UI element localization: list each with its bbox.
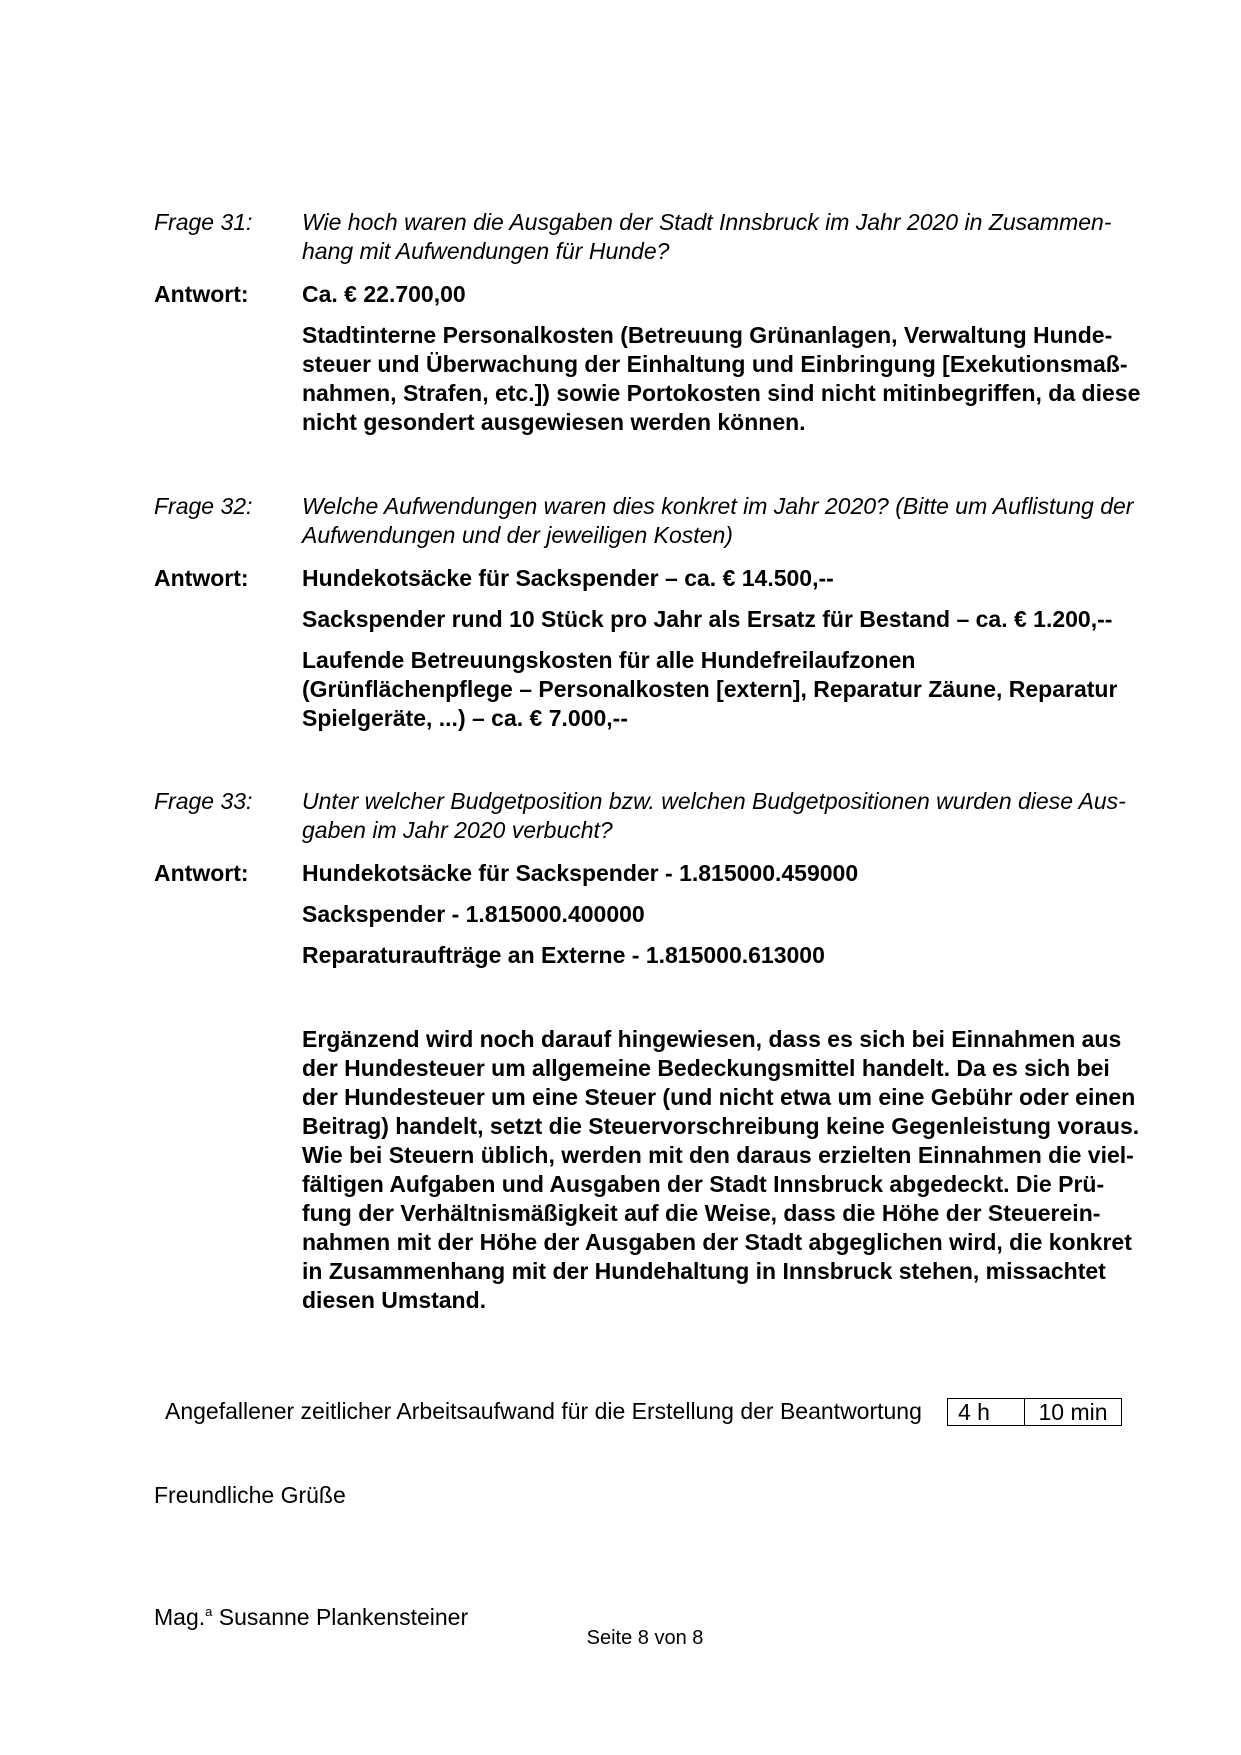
supplementary-note: Ergänzend wird noch darauf hingewiesen, dass es sich bei Einnahmen aus der Hundesteuer um allgemeine Bedeckungsmittel handelt. Da es sich bei der Hundesteuer um eine Steuer (und nicht etwa um eine Gebühr oder einen Beitrag) handelt, setzt die Steuervorschreibung keine Gegenleistung voraus. Wie bei Steuern üblich, werden mit den daraus erzielten Einnahmen die viel-fältigen Aufgaben und Ausgaben der Stadt Innsbruck abgedeckt. Die Prü-fung der Verhältnismäßigkeit auf die Weise, dass die Höhe der Steuerein-nahmen mit der Höhe der Ausgaben der Stadt abgeglichen wird, die konkret in Zusammenhang mit der Hundehaltung in Innsbruck stehen, missachtet diesen Umstand. (302, 1026, 1140, 1313)
effort-minutes: 10 min (1038, 1399, 1108, 1425)
answer-text: Sackspender rund 10 Stück pro Jahr als Ersatz für Bestand – ca. € 1.200,-- (302, 606, 1113, 632)
page-indicator: Seite 8 von 8 (586, 1627, 704, 1649)
question-text: Wie hoch waren die Ausgaben der Stadt Innsbruck im Jahr 2020 in Zusammen-hang mit Aufwendungen für Hunde? (302, 209, 1112, 264)
answer-label: Antwort: (154, 565, 249, 591)
answer-text: Stadtinterne Personalkosten (Betreuung Grünanlagen, Verwaltung Hunde-steuer und Überwachung der Einhaltung und Einbringung [Exekutionsmaß-nahmen, Strafen, etc.]) sowie Portokosten sind nicht mitinbegriffen, da diese nicht gesondert ausgewiesen werden können. (302, 322, 1141, 435)
effort-hours: 4 h (948, 1399, 1025, 1425)
greeting: Freundliche Grüße (154, 1482, 346, 1508)
question-label: Frage 31: (154, 209, 253, 235)
answer-text: Laufende Betreuungskosten für alle Hundefreilaufzonen (Grünflächenpflege – Personalkosten [extern], Reparatur Zäune, Reparatur Spielgeräte, ...) – ca. € 7.000,-- (302, 647, 1118, 731)
answer-text: Reparaturaufträge an Externe - 1.815000.613000 (302, 942, 825, 968)
question-text: Unter welcher Budgetposition bzw. welchen Budgetpositionen wurden diese Aus-gaben im Jahr 2020 verbucht? (302, 788, 1126, 843)
answer-text: Hundekotsäcke für Sackspender - 1.815000.459000 (302, 860, 859, 886)
answer-text: Ca. € 22.700,00 (302, 281, 466, 307)
effort-table (947, 1398, 1122, 1426)
answer-text: Hundekotsäcke für Sackspender – ca. € 14.500,-- (302, 565, 834, 591)
signature-name: Susanne Plankensteiner (218, 1604, 469, 1630)
answer-label: Antwort: (154, 281, 249, 307)
question-label: Frage 32: (154, 493, 253, 519)
signature-title: Mag. (154, 1604, 206, 1630)
signature-title-sup: a (205, 1604, 213, 1619)
question-text: Welche Aufwendungen waren dies konkret im Jahr 2020? (Bitte um Auflistung der Aufwendungen und der jeweiligen Kosten) (302, 493, 1134, 548)
question-label: Frage 33: (154, 788, 253, 814)
effort-label: Angefallener zeitlicher Arbeitsaufwand für die Erstellung der Beantwortung (165, 1398, 922, 1424)
answer-label: Antwort: (154, 860, 249, 886)
answer-text: Sackspender - 1.815000.400000 (302, 901, 645, 927)
